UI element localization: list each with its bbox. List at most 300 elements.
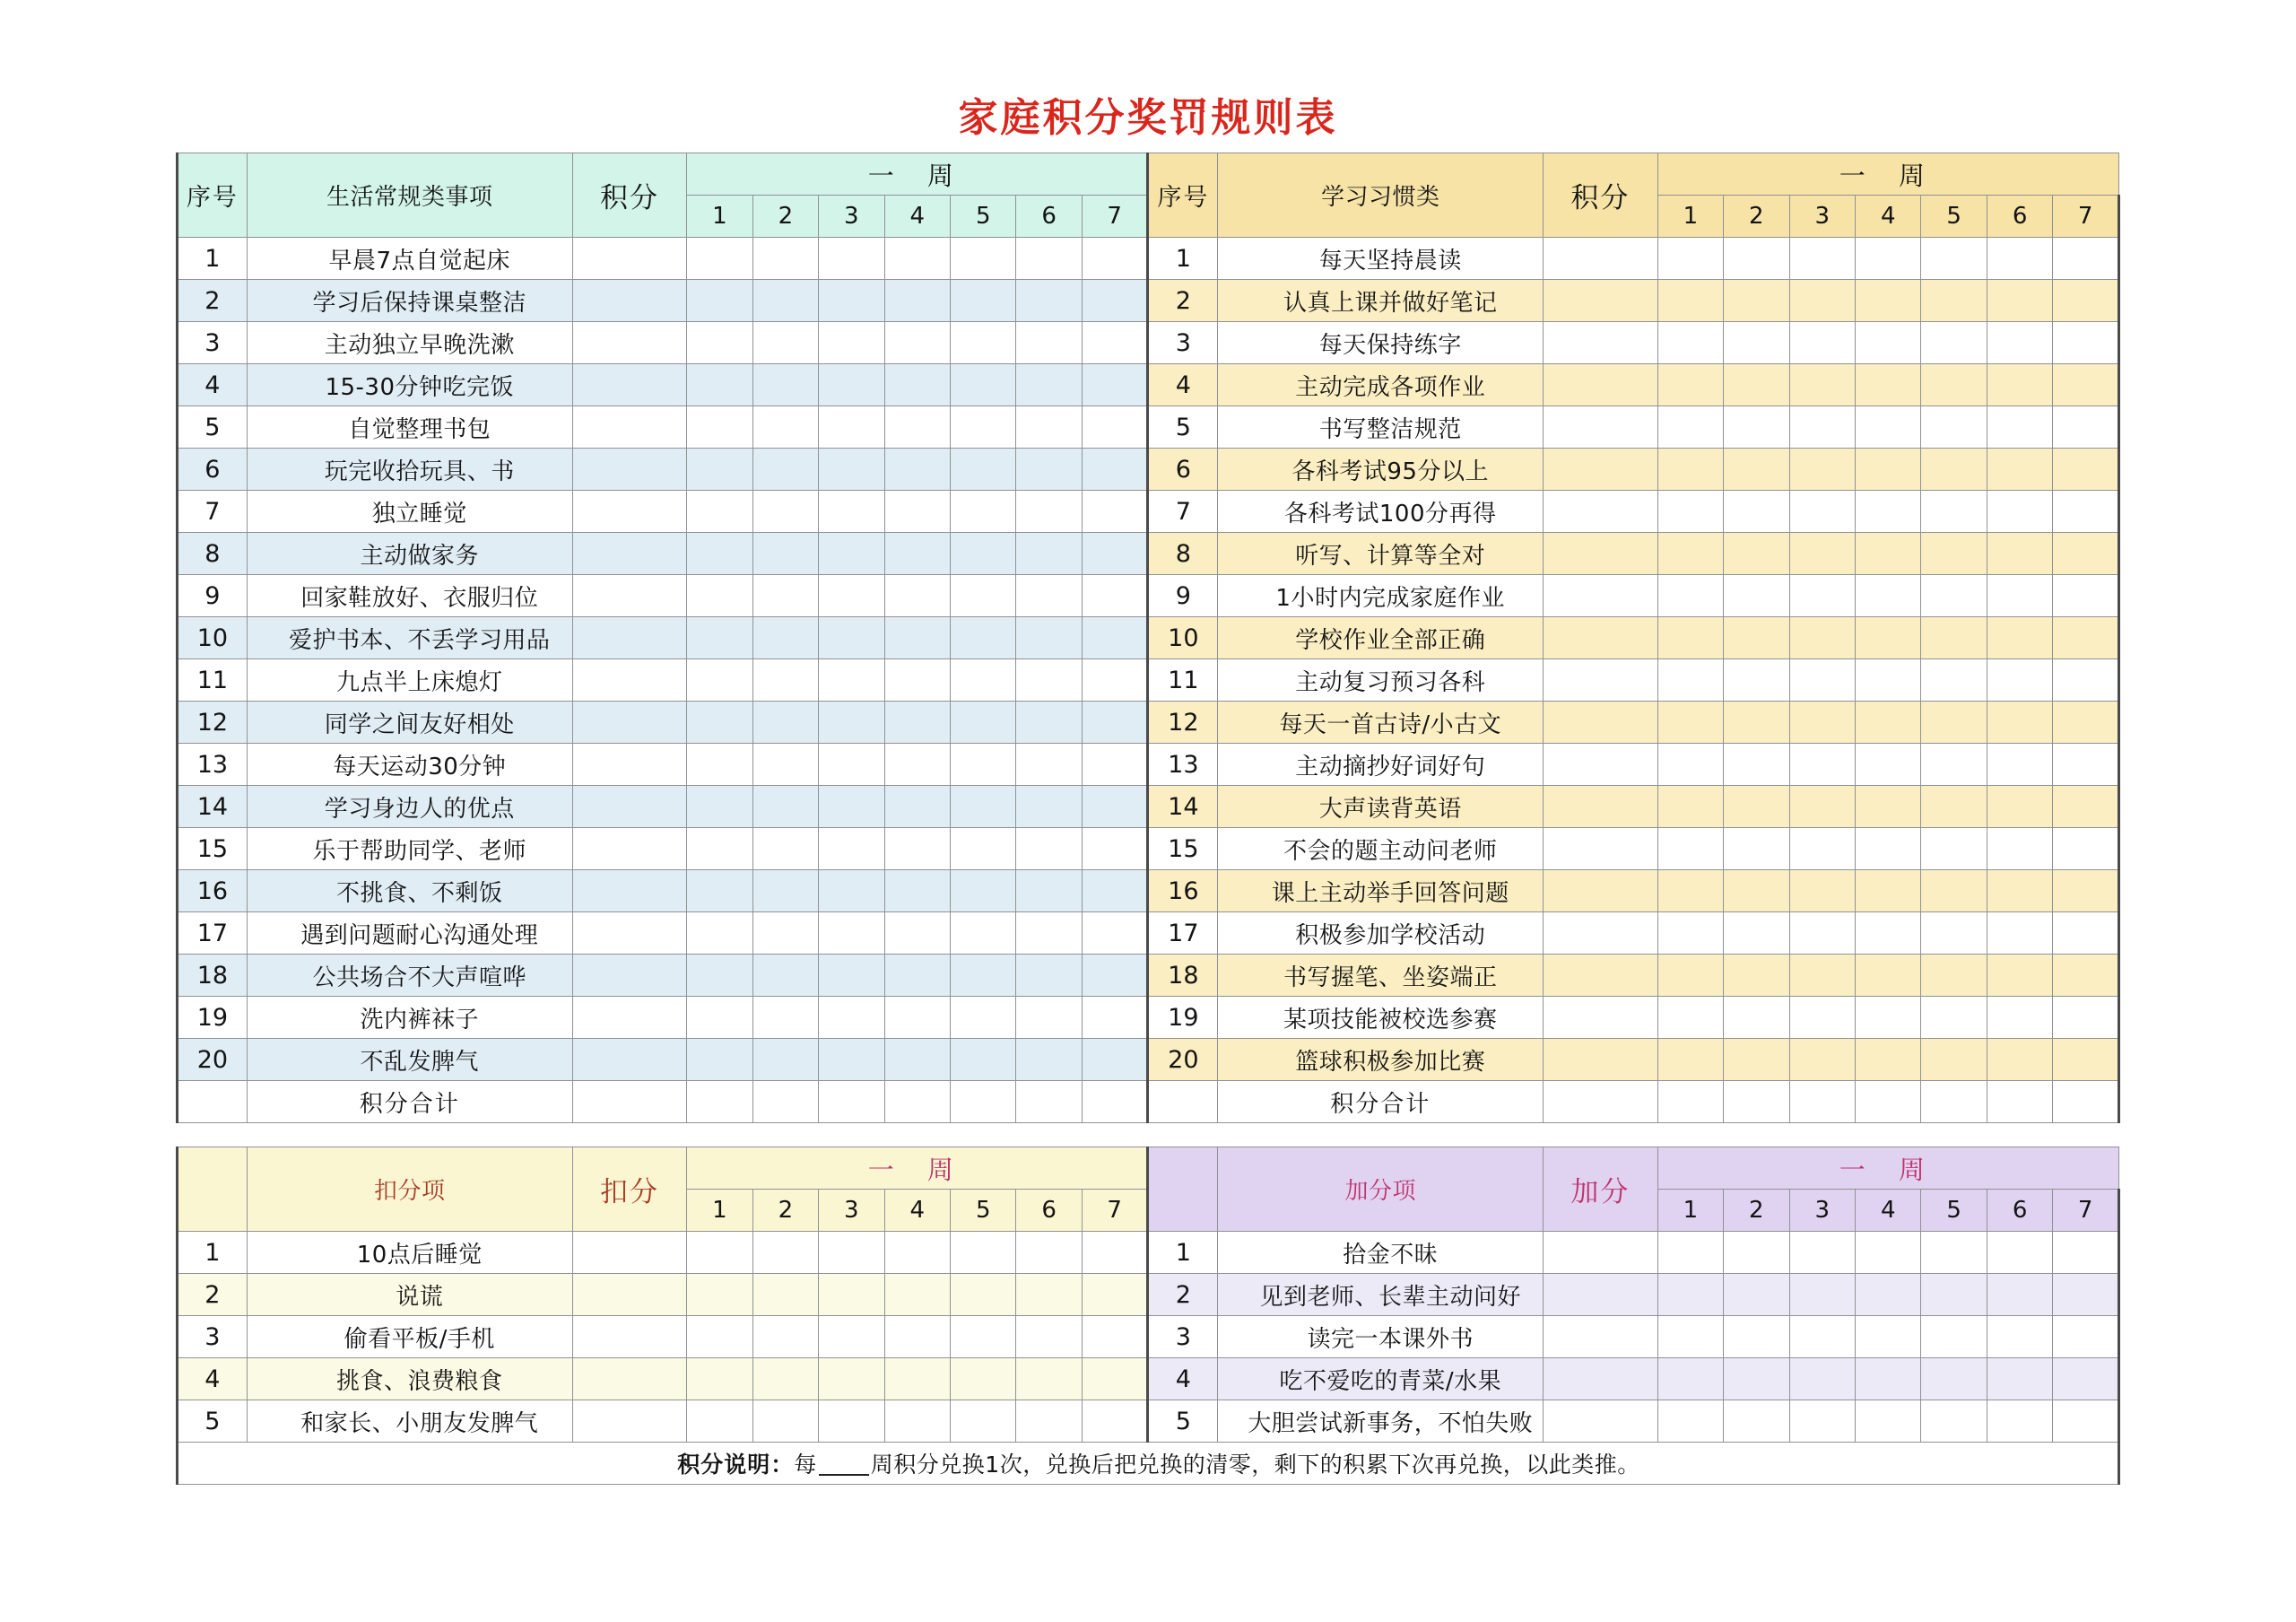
bonus-check-cell-day2[interactable] bbox=[1724, 1358, 1789, 1400]
check-cell-right-day6[interactable] bbox=[1987, 406, 2052, 449]
check-cell-right-day5[interactable] bbox=[1921, 491, 1987, 533]
check-cell-left-day7[interactable] bbox=[1082, 702, 1148, 744]
check-cell-right-day6[interactable] bbox=[1987, 659, 2052, 702]
check-cell-right-day5[interactable] bbox=[1921, 870, 1987, 912]
check-cell-right-day2[interactable] bbox=[1724, 870, 1789, 912]
deduct-check-cell-day5[interactable] bbox=[951, 1358, 1016, 1400]
bonus-check-cell-day2[interactable] bbox=[1724, 1232, 1789, 1274]
check-cell-left-day6[interactable] bbox=[1016, 364, 1082, 406]
check-cell-left-day4[interactable] bbox=[884, 575, 950, 617]
total-cell-left-day5[interactable] bbox=[951, 1081, 1016, 1123]
check-cell-left-day6[interactable] bbox=[1016, 997, 1082, 1039]
check-cell-right-day2[interactable] bbox=[1724, 744, 1789, 786]
check-cell-left-day4[interactable] bbox=[884, 659, 950, 702]
deduct-check-cell-day1[interactable] bbox=[687, 1400, 752, 1443]
check-cell-left-day6[interactable] bbox=[1016, 491, 1082, 533]
points-cell-left[interactable] bbox=[572, 997, 686, 1039]
check-cell-right-day4[interactable] bbox=[1856, 364, 1921, 406]
deduct-check-cell-day6[interactable] bbox=[1016, 1232, 1082, 1274]
check-cell-left-day3[interactable] bbox=[819, 322, 884, 364]
points-cell-left[interactable] bbox=[572, 702, 686, 744]
deduct-points-cell[interactable] bbox=[572, 1274, 686, 1316]
check-cell-right-day7[interactable] bbox=[2053, 955, 2119, 997]
check-cell-left-day1[interactable] bbox=[687, 575, 752, 617]
check-cell-right-day3[interactable] bbox=[1789, 280, 1855, 322]
check-cell-left-day5[interactable] bbox=[951, 955, 1016, 997]
points-cell-left[interactable] bbox=[572, 659, 686, 702]
check-cell-left-day5[interactable] bbox=[951, 870, 1016, 912]
check-cell-left-day4[interactable] bbox=[884, 491, 950, 533]
total-cell-left-day4[interactable] bbox=[884, 1081, 950, 1123]
check-cell-left-day5[interactable] bbox=[951, 322, 1016, 364]
bonus-check-cell-day4[interactable] bbox=[1856, 1316, 1921, 1358]
check-cell-left-day2[interactable] bbox=[752, 364, 818, 406]
check-cell-right-day4[interactable] bbox=[1856, 406, 1921, 449]
check-cell-right-day6[interactable] bbox=[1987, 744, 2052, 786]
bonus-check-cell-day7[interactable] bbox=[2053, 1358, 2119, 1400]
deduct-check-cell-day2[interactable] bbox=[752, 1316, 818, 1358]
check-cell-right-day7[interactable] bbox=[2053, 870, 2119, 912]
points-cell-right[interactable] bbox=[1544, 744, 1657, 786]
bonus-check-cell-day6[interactable] bbox=[1987, 1232, 2052, 1274]
check-cell-left-day1[interactable] bbox=[687, 955, 752, 997]
check-cell-left-day2[interactable] bbox=[752, 617, 818, 659]
check-cell-right-day6[interactable] bbox=[1987, 322, 2052, 364]
check-cell-right-day3[interactable] bbox=[1789, 997, 1855, 1039]
bonus-check-cell-day3[interactable] bbox=[1789, 1232, 1855, 1274]
check-cell-left-day1[interactable] bbox=[687, 828, 752, 870]
points-cell-left[interactable] bbox=[572, 955, 686, 997]
check-cell-right-day5[interactable] bbox=[1921, 322, 1987, 364]
points-cell-right[interactable] bbox=[1544, 533, 1657, 575]
points-cell-right[interactable] bbox=[1544, 659, 1657, 702]
check-cell-left-day2[interactable] bbox=[752, 744, 818, 786]
bonus-check-cell-day1[interactable] bbox=[1657, 1274, 1723, 1316]
check-cell-left-day2[interactable] bbox=[752, 238, 818, 280]
points-cell-left[interactable] bbox=[572, 238, 686, 280]
check-cell-left-day5[interactable] bbox=[951, 786, 1016, 828]
check-cell-left-day2[interactable] bbox=[752, 491, 818, 533]
points-cell-right[interactable] bbox=[1544, 491, 1657, 533]
check-cell-left-day5[interactable] bbox=[951, 406, 1016, 449]
check-cell-right-day3[interactable] bbox=[1789, 659, 1855, 702]
total-cell-left-day1[interactable] bbox=[687, 1081, 752, 1123]
check-cell-right-day1[interactable] bbox=[1657, 280, 1723, 322]
check-cell-right-day4[interactable] bbox=[1856, 828, 1921, 870]
points-cell-right[interactable] bbox=[1544, 828, 1657, 870]
bonus-check-cell-day5[interactable] bbox=[1921, 1316, 1987, 1358]
bonus-check-cell-day4[interactable] bbox=[1856, 1358, 1921, 1400]
deduct-check-cell-day3[interactable] bbox=[819, 1400, 884, 1443]
check-cell-right-day5[interactable] bbox=[1921, 575, 1987, 617]
check-cell-left-day3[interactable] bbox=[819, 870, 884, 912]
check-cell-right-day4[interactable] bbox=[1856, 280, 1921, 322]
bonus-check-cell-day1[interactable] bbox=[1657, 1316, 1723, 1358]
deduct-check-cell-day5[interactable] bbox=[951, 1400, 1016, 1443]
check-cell-right-day4[interactable] bbox=[1856, 702, 1921, 744]
check-cell-right-day3[interactable] bbox=[1789, 533, 1855, 575]
check-cell-left-day2[interactable] bbox=[752, 870, 818, 912]
deduct-check-cell-day7[interactable] bbox=[1082, 1400, 1148, 1443]
check-cell-right-day7[interactable] bbox=[2053, 617, 2119, 659]
check-cell-right-day3[interactable] bbox=[1789, 912, 1855, 955]
check-cell-left-day2[interactable] bbox=[752, 786, 818, 828]
check-cell-left-day7[interactable] bbox=[1082, 955, 1148, 997]
check-cell-right-day3[interactable] bbox=[1789, 617, 1855, 659]
check-cell-right-day5[interactable] bbox=[1921, 533, 1987, 575]
check-cell-left-day7[interactable] bbox=[1082, 828, 1148, 870]
check-cell-left-day7[interactable] bbox=[1082, 280, 1148, 322]
check-cell-right-day1[interactable] bbox=[1657, 702, 1723, 744]
points-cell-left[interactable] bbox=[572, 870, 686, 912]
check-cell-left-day4[interactable] bbox=[884, 912, 950, 955]
deduct-check-cell-day4[interactable] bbox=[884, 1316, 950, 1358]
check-cell-left-day7[interactable] bbox=[1082, 617, 1148, 659]
bonus-check-cell-day7[interactable] bbox=[2053, 1400, 2119, 1443]
check-cell-right-day5[interactable] bbox=[1921, 406, 1987, 449]
check-cell-right-day2[interactable] bbox=[1724, 617, 1789, 659]
deduct-points-cell[interactable] bbox=[572, 1316, 686, 1358]
check-cell-left-day2[interactable] bbox=[752, 912, 818, 955]
total-cell-right-day6[interactable] bbox=[1987, 1081, 2052, 1123]
check-cell-right-day6[interactable] bbox=[1987, 491, 2052, 533]
check-cell-right-day3[interactable] bbox=[1789, 955, 1855, 997]
check-cell-left-day1[interactable] bbox=[687, 449, 752, 491]
check-cell-left-day7[interactable] bbox=[1082, 912, 1148, 955]
check-cell-left-day4[interactable] bbox=[884, 617, 950, 659]
points-cell-right[interactable] bbox=[1544, 238, 1657, 280]
check-cell-right-day1[interactable] bbox=[1657, 744, 1723, 786]
check-cell-right-day2[interactable] bbox=[1724, 786, 1789, 828]
total-cell-right-day3[interactable] bbox=[1789, 1081, 1855, 1123]
check-cell-right-day5[interactable] bbox=[1921, 997, 1987, 1039]
points-cell-left[interactable] bbox=[572, 364, 686, 406]
check-cell-left-day6[interactable] bbox=[1016, 238, 1082, 280]
check-cell-left-day4[interactable] bbox=[884, 955, 950, 997]
check-cell-right-day3[interactable] bbox=[1789, 786, 1855, 828]
check-cell-left-day2[interactable] bbox=[752, 997, 818, 1039]
bonus-check-cell-day3[interactable] bbox=[1789, 1274, 1855, 1316]
check-cell-left-day7[interactable] bbox=[1082, 406, 1148, 449]
bonus-points-cell[interactable] bbox=[1544, 1274, 1657, 1316]
check-cell-left-day7[interactable] bbox=[1082, 659, 1148, 702]
bonus-points-cell[interactable] bbox=[1544, 1316, 1657, 1358]
check-cell-left-day1[interactable] bbox=[687, 744, 752, 786]
check-cell-left-day1[interactable] bbox=[687, 533, 752, 575]
check-cell-right-day3[interactable] bbox=[1789, 322, 1855, 364]
points-cell-left[interactable] bbox=[572, 1039, 686, 1081]
check-cell-left-day5[interactable] bbox=[951, 449, 1016, 491]
check-cell-right-day5[interactable] bbox=[1921, 955, 1987, 997]
check-cell-right-day7[interactable] bbox=[2053, 322, 2119, 364]
deduct-check-cell-day7[interactable] bbox=[1082, 1316, 1148, 1358]
check-cell-right-day4[interactable] bbox=[1856, 912, 1921, 955]
check-cell-left-day2[interactable] bbox=[752, 575, 818, 617]
check-cell-right-day3[interactable] bbox=[1789, 491, 1855, 533]
check-cell-left-day3[interactable] bbox=[819, 406, 884, 449]
deduct-check-cell-day6[interactable] bbox=[1016, 1316, 1082, 1358]
check-cell-left-day5[interactable] bbox=[951, 280, 1016, 322]
check-cell-left-day7[interactable] bbox=[1082, 744, 1148, 786]
bonus-check-cell-day3[interactable] bbox=[1789, 1358, 1855, 1400]
check-cell-right-day4[interactable] bbox=[1856, 997, 1921, 1039]
check-cell-left-day6[interactable] bbox=[1016, 870, 1082, 912]
check-cell-left-day3[interactable] bbox=[819, 280, 884, 322]
check-cell-right-day5[interactable] bbox=[1921, 238, 1987, 280]
check-cell-left-day1[interactable] bbox=[687, 322, 752, 364]
total-cell-left-day6[interactable] bbox=[1016, 1081, 1082, 1123]
check-cell-right-day6[interactable] bbox=[1987, 238, 2052, 280]
check-cell-left-day6[interactable] bbox=[1016, 786, 1082, 828]
deduct-check-cell-day7[interactable] bbox=[1082, 1358, 1148, 1400]
check-cell-left-day7[interactable] bbox=[1082, 364, 1148, 406]
check-cell-right-day6[interactable] bbox=[1987, 786, 2052, 828]
check-cell-left-day2[interactable] bbox=[752, 533, 818, 575]
check-cell-right-day1[interactable] bbox=[1657, 449, 1723, 491]
check-cell-left-day4[interactable] bbox=[884, 870, 950, 912]
check-cell-left-day4[interactable] bbox=[884, 702, 950, 744]
check-cell-left-day1[interactable] bbox=[687, 659, 752, 702]
bonus-check-cell-day6[interactable] bbox=[1987, 1358, 2052, 1400]
check-cell-left-day5[interactable] bbox=[951, 997, 1016, 1039]
deduct-check-cell-day4[interactable] bbox=[884, 1358, 950, 1400]
check-cell-right-day4[interactable] bbox=[1856, 744, 1921, 786]
deduct-check-cell-day5[interactable] bbox=[951, 1274, 1016, 1316]
check-cell-left-day3[interactable] bbox=[819, 702, 884, 744]
check-cell-left-day4[interactable] bbox=[884, 997, 950, 1039]
bonus-check-cell-day3[interactable] bbox=[1789, 1400, 1855, 1443]
check-cell-right-day1[interactable] bbox=[1657, 870, 1723, 912]
deduct-check-cell-day7[interactable] bbox=[1082, 1232, 1148, 1274]
check-cell-left-day1[interactable] bbox=[687, 912, 752, 955]
check-cell-right-day6[interactable] bbox=[1987, 997, 2052, 1039]
check-cell-right-day4[interactable] bbox=[1856, 575, 1921, 617]
check-cell-right-day1[interactable] bbox=[1657, 575, 1723, 617]
points-cell-right[interactable] bbox=[1544, 449, 1657, 491]
points-cell-left[interactable] bbox=[572, 744, 686, 786]
total-cell-left-day7[interactable] bbox=[1082, 1081, 1148, 1123]
check-cell-right-day1[interactable] bbox=[1657, 491, 1723, 533]
bonus-check-cell-day5[interactable] bbox=[1921, 1400, 1987, 1443]
check-cell-left-day6[interactable] bbox=[1016, 828, 1082, 870]
bonus-check-cell-day7[interactable] bbox=[2053, 1316, 2119, 1358]
check-cell-right-day1[interactable] bbox=[1657, 364, 1723, 406]
check-cell-right-day3[interactable] bbox=[1789, 575, 1855, 617]
check-cell-left-day6[interactable] bbox=[1016, 575, 1082, 617]
check-cell-left-day3[interactable] bbox=[819, 659, 884, 702]
deduct-check-cell-day6[interactable] bbox=[1016, 1274, 1082, 1316]
check-cell-left-day1[interactable] bbox=[687, 406, 752, 449]
check-cell-right-day2[interactable] bbox=[1724, 575, 1789, 617]
check-cell-left-day2[interactable] bbox=[752, 280, 818, 322]
check-cell-left-day6[interactable] bbox=[1016, 912, 1082, 955]
check-cell-left-day3[interactable] bbox=[819, 997, 884, 1039]
check-cell-left-day7[interactable] bbox=[1082, 1039, 1148, 1081]
check-cell-right-day1[interactable] bbox=[1657, 533, 1723, 575]
check-cell-right-day5[interactable] bbox=[1921, 1039, 1987, 1081]
check-cell-right-day5[interactable] bbox=[1921, 786, 1987, 828]
check-cell-left-day5[interactable] bbox=[951, 238, 1016, 280]
check-cell-left-day6[interactable] bbox=[1016, 744, 1082, 786]
check-cell-right-day1[interactable] bbox=[1657, 238, 1723, 280]
deduct-check-cell-day1[interactable] bbox=[687, 1358, 752, 1400]
points-cell-left[interactable] bbox=[572, 575, 686, 617]
points-cell-right[interactable] bbox=[1544, 575, 1657, 617]
check-cell-left-day7[interactable] bbox=[1082, 575, 1148, 617]
check-cell-right-day7[interactable] bbox=[2053, 406, 2119, 449]
check-cell-left-day7[interactable] bbox=[1082, 786, 1148, 828]
check-cell-left-day2[interactable] bbox=[752, 322, 818, 364]
check-cell-left-day4[interactable] bbox=[884, 1039, 950, 1081]
bonus-check-cell-day4[interactable] bbox=[1856, 1400, 1921, 1443]
check-cell-right-day2[interactable] bbox=[1724, 449, 1789, 491]
bonus-check-cell-day2[interactable] bbox=[1724, 1400, 1789, 1443]
check-cell-right-day6[interactable] bbox=[1987, 955, 2052, 997]
check-cell-left-day4[interactable] bbox=[884, 280, 950, 322]
check-cell-right-day7[interactable] bbox=[2053, 491, 2119, 533]
check-cell-right-day5[interactable] bbox=[1921, 617, 1987, 659]
check-cell-left-day1[interactable] bbox=[687, 364, 752, 406]
points-cell-left[interactable] bbox=[572, 533, 686, 575]
check-cell-left-day1[interactable] bbox=[687, 280, 752, 322]
check-cell-right-day1[interactable] bbox=[1657, 955, 1723, 997]
check-cell-left-day4[interactable] bbox=[884, 238, 950, 280]
check-cell-left-day3[interactable] bbox=[819, 491, 884, 533]
check-cell-right-day4[interactable] bbox=[1856, 870, 1921, 912]
points-cell-right[interactable] bbox=[1544, 955, 1657, 997]
points-cell-left[interactable] bbox=[572, 280, 686, 322]
bonus-check-cell-day1[interactable] bbox=[1657, 1400, 1723, 1443]
points-cell-right[interactable] bbox=[1544, 406, 1657, 449]
deduct-check-cell-day5[interactable] bbox=[951, 1232, 1016, 1274]
bonus-check-cell-day7[interactable] bbox=[2053, 1232, 2119, 1274]
check-cell-right-day4[interactable] bbox=[1856, 533, 1921, 575]
check-cell-left-day2[interactable] bbox=[752, 955, 818, 997]
check-cell-right-day1[interactable] bbox=[1657, 786, 1723, 828]
check-cell-right-day6[interactable] bbox=[1987, 364, 2052, 406]
deduct-check-cell-day3[interactable] bbox=[819, 1358, 884, 1400]
check-cell-right-day6[interactable] bbox=[1987, 702, 2052, 744]
check-cell-left-day3[interactable] bbox=[819, 364, 884, 406]
deduct-check-cell-day2[interactable] bbox=[752, 1358, 818, 1400]
check-cell-right-day1[interactable] bbox=[1657, 997, 1723, 1039]
deduct-points-cell[interactable] bbox=[572, 1232, 686, 1274]
check-cell-right-day2[interactable] bbox=[1724, 997, 1789, 1039]
check-cell-right-day3[interactable] bbox=[1789, 364, 1855, 406]
check-cell-left-day7[interactable] bbox=[1082, 997, 1148, 1039]
check-cell-left-day5[interactable] bbox=[951, 491, 1016, 533]
deduct-check-cell-day1[interactable] bbox=[687, 1316, 752, 1358]
deduct-points-cell[interactable] bbox=[572, 1400, 686, 1443]
check-cell-left-day4[interactable] bbox=[884, 364, 950, 406]
check-cell-right-day6[interactable] bbox=[1987, 575, 2052, 617]
check-cell-left-day3[interactable] bbox=[819, 912, 884, 955]
check-cell-right-day7[interactable] bbox=[2053, 238, 2119, 280]
check-cell-right-day7[interactable] bbox=[2053, 912, 2119, 955]
total-cell-right-day7[interactable] bbox=[2053, 1081, 2119, 1123]
check-cell-right-day7[interactable] bbox=[2053, 1039, 2119, 1081]
points-cell-right[interactable] bbox=[1544, 786, 1657, 828]
check-cell-right-day2[interactable] bbox=[1724, 1039, 1789, 1081]
check-cell-left-day7[interactable] bbox=[1082, 870, 1148, 912]
check-cell-right-day2[interactable] bbox=[1724, 491, 1789, 533]
check-cell-right-day3[interactable] bbox=[1789, 238, 1855, 280]
check-cell-left-day3[interactable] bbox=[819, 617, 884, 659]
check-cell-right-day1[interactable] bbox=[1657, 1039, 1723, 1081]
deduct-check-cell-day1[interactable] bbox=[687, 1274, 752, 1316]
check-cell-left-day4[interactable] bbox=[884, 828, 950, 870]
check-cell-right-day2[interactable] bbox=[1724, 322, 1789, 364]
check-cell-left-day5[interactable] bbox=[951, 1039, 1016, 1081]
bonus-check-cell-day4[interactable] bbox=[1856, 1274, 1921, 1316]
check-cell-right-day4[interactable] bbox=[1856, 238, 1921, 280]
deduct-check-cell-day3[interactable] bbox=[819, 1274, 884, 1316]
check-cell-left-day6[interactable] bbox=[1016, 533, 1082, 575]
check-cell-right-day2[interactable] bbox=[1724, 533, 1789, 575]
check-cell-left-day3[interactable] bbox=[819, 575, 884, 617]
deduct-check-cell-day2[interactable] bbox=[752, 1274, 818, 1316]
check-cell-right-day1[interactable] bbox=[1657, 322, 1723, 364]
check-cell-left-day1[interactable] bbox=[687, 997, 752, 1039]
check-cell-right-day4[interactable] bbox=[1856, 491, 1921, 533]
points-cell-left[interactable] bbox=[572, 406, 686, 449]
check-cell-left-day6[interactable] bbox=[1016, 955, 1082, 997]
check-cell-right-day4[interactable] bbox=[1856, 955, 1921, 997]
check-cell-left-day5[interactable] bbox=[951, 912, 1016, 955]
deduct-points-cell[interactable] bbox=[572, 1358, 686, 1400]
bonus-check-cell-day5[interactable] bbox=[1921, 1232, 1987, 1274]
points-cell-left[interactable] bbox=[572, 322, 686, 364]
check-cell-left-day2[interactable] bbox=[752, 702, 818, 744]
check-cell-right-day7[interactable] bbox=[2053, 702, 2119, 744]
check-cell-left-day7[interactable] bbox=[1082, 322, 1148, 364]
check-cell-left-day5[interactable] bbox=[951, 575, 1016, 617]
total-cell-right-day4[interactable] bbox=[1856, 1081, 1921, 1123]
check-cell-left-day1[interactable] bbox=[687, 702, 752, 744]
check-cell-right-day3[interactable] bbox=[1789, 406, 1855, 449]
bonus-check-cell-day1[interactable] bbox=[1657, 1358, 1723, 1400]
check-cell-left-day2[interactable] bbox=[752, 449, 818, 491]
bonus-check-cell-day2[interactable] bbox=[1724, 1274, 1789, 1316]
check-cell-right-day4[interactable] bbox=[1856, 786, 1921, 828]
check-cell-right-day5[interactable] bbox=[1921, 280, 1987, 322]
check-cell-right-day1[interactable] bbox=[1657, 828, 1723, 870]
check-cell-right-day4[interactable] bbox=[1856, 449, 1921, 491]
deduct-check-cell-day6[interactable] bbox=[1016, 1400, 1082, 1443]
points-cell-left[interactable] bbox=[572, 449, 686, 491]
check-cell-left-day6[interactable] bbox=[1016, 406, 1082, 449]
bonus-check-cell-day5[interactable] bbox=[1921, 1358, 1987, 1400]
check-cell-right-day1[interactable] bbox=[1657, 617, 1723, 659]
check-cell-left-day4[interactable] bbox=[884, 322, 950, 364]
check-cell-left-day3[interactable] bbox=[819, 955, 884, 997]
check-cell-right-day6[interactable] bbox=[1987, 828, 2052, 870]
bonus-check-cell-day6[interactable] bbox=[1987, 1400, 2052, 1443]
check-cell-left-day6[interactable] bbox=[1016, 617, 1082, 659]
deduct-check-cell-day7[interactable] bbox=[1082, 1274, 1148, 1316]
check-cell-right-day2[interactable] bbox=[1724, 659, 1789, 702]
total-points-left[interactable] bbox=[572, 1081, 686, 1123]
check-cell-right-day2[interactable] bbox=[1724, 280, 1789, 322]
deduct-check-cell-day4[interactable] bbox=[884, 1274, 950, 1316]
check-cell-left-day5[interactable] bbox=[951, 702, 1016, 744]
bonus-check-cell-day2[interactable] bbox=[1724, 1316, 1789, 1358]
check-cell-right-day1[interactable] bbox=[1657, 912, 1723, 955]
check-cell-left-day3[interactable] bbox=[819, 828, 884, 870]
points-cell-right[interactable] bbox=[1544, 617, 1657, 659]
check-cell-right-day6[interactable] bbox=[1987, 617, 2052, 659]
check-cell-left-day1[interactable] bbox=[687, 238, 752, 280]
